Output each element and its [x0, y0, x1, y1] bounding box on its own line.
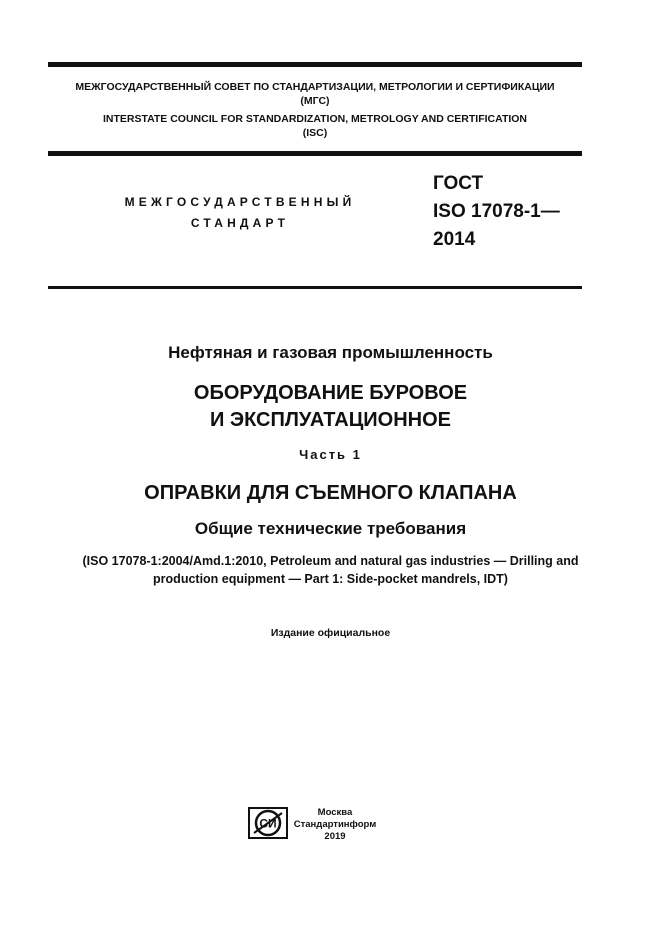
iso-reference	[0, 552, 661, 588]
publisher-name: Стандартинформ	[293, 819, 377, 830]
designation-bottom-rule	[48, 286, 582, 289]
council-name-en	[48, 112, 582, 140]
logo-text: СИ	[259, 816, 277, 831]
industry-title: Нефтяная и газовая промышленность	[168, 343, 493, 362]
iso-reference-line1: (ISO 17078-1:2004/Amd.1:2010, Petroleum and natural gas industries — Drilling and	[82, 554, 579, 568]
top-rule	[48, 62, 582, 67]
edition-note: Издание официальное	[270, 627, 391, 639]
publisher-city: Москва	[317, 807, 353, 818]
header-bottom-rule	[48, 151, 582, 156]
standard-kind	[100, 192, 380, 234]
equipment-title-line2: И ЭКСПЛУАТАЦИОННОЕ	[209, 409, 452, 431]
part-title: ОПРАВКИ ДЛЯ СЪЕМНОГО КЛАПАНА	[144, 482, 517, 504]
council-name-ru-line1: МЕЖГОСУДАРСТВЕННЫЙ СОВЕТ ПО СТАНДАРТИЗАЦИИ, МЕТРОЛОГИИ И СЕРТИФИКАЦИИ	[75, 81, 555, 93]
gost-number: ISO 17078-1—	[433, 201, 560, 222]
standard-kind-line2: СТАНДАРТ	[190, 216, 290, 230]
council-name-ru	[48, 80, 582, 108]
publisher-info	[290, 807, 380, 843]
standartinform-logo-icon	[248, 807, 288, 839]
standard-kind-line1: МЕЖГОСУДАРСТВЕННЫЙ	[124, 195, 356, 209]
equipment-title	[0, 380, 661, 434]
council-name-en-line1: INTERSTATE COUNCIL FOR STANDARDIZATION, METROLOGY AND CERTIFICATION	[102, 113, 528, 125]
standard-designation	[433, 170, 560, 254]
iso-reference-line2: production equipment — Part 1: Side-pocket mandrels, IDT)	[153, 572, 508, 586]
equipment-title-line1: ОБОРУДОВАНИЕ БУРОВОЕ	[193, 382, 468, 404]
council-abbr-en: (ISC)	[302, 127, 328, 139]
publication-year: 2019	[324, 831, 346, 842]
subtitle: Общие технические требования	[194, 519, 467, 538]
gost-year: 2014	[433, 229, 476, 250]
council-abbr-ru: (МГС)	[300, 95, 330, 107]
gost-label: ГОСТ	[433, 173, 484, 194]
part-number: Часть 1	[299, 447, 362, 462]
